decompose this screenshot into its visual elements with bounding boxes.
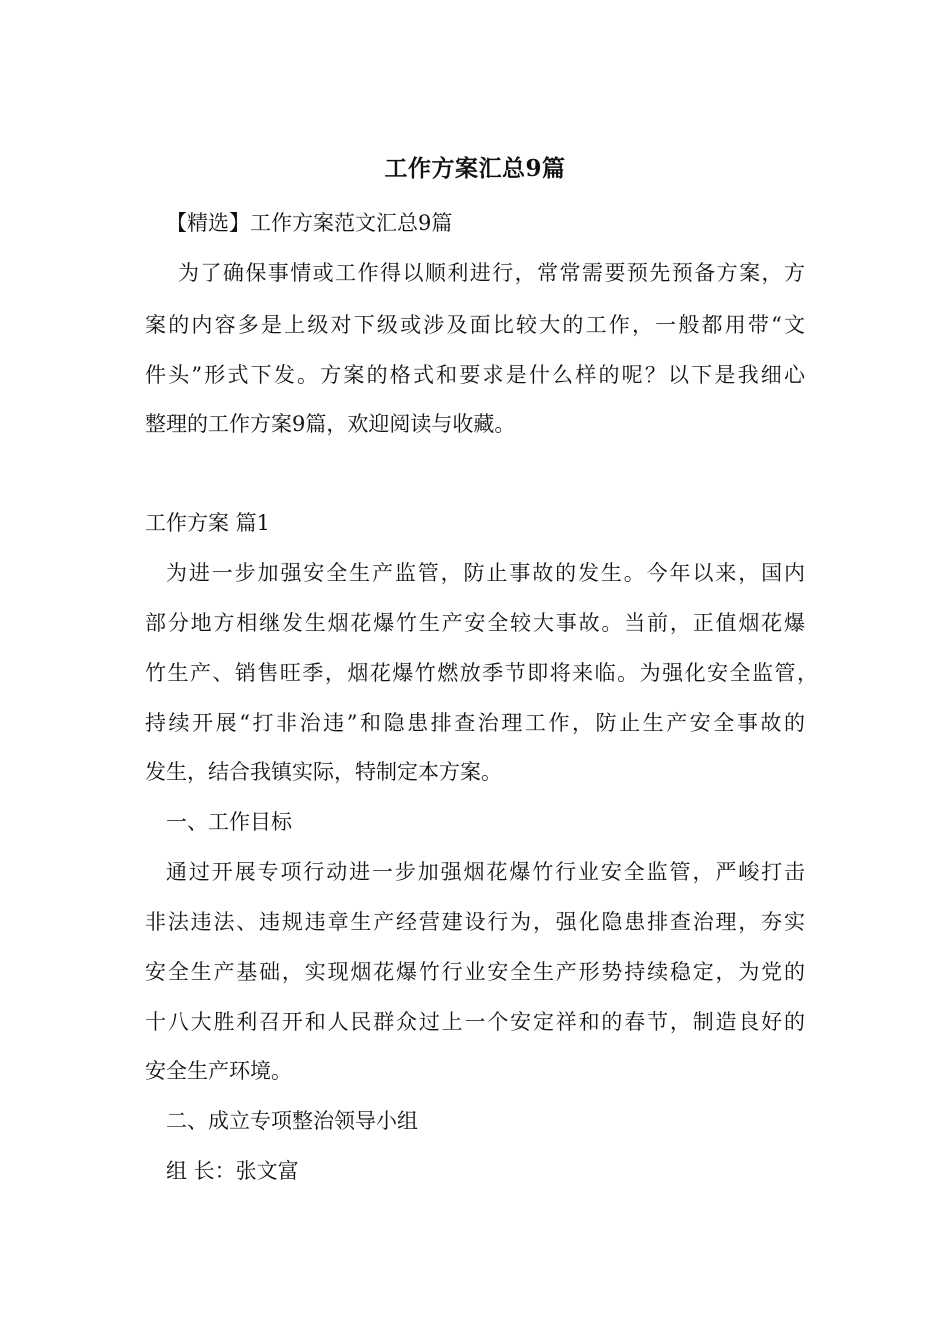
paragraph-line: 持续开展“打非治违”和隐患排查治理工作，防止生产安全事故的 (145, 711, 805, 735)
paragraph-line: 竹生产、销售旺季，烟花爆竹燃放季节即将来临。为强化安全监管， (145, 661, 818, 685)
paragraph-line: 安全生产环境。 (145, 1059, 292, 1083)
heading-leading-group: 二、成立专项整治领导小组 (166, 1109, 418, 1133)
document-title: 工作方案汇总9篇 (384, 155, 566, 182)
paragraph-line: 件头”形式下发。方案的格式和要求是什么样的呢？以下是我细心 (145, 363, 805, 387)
paragraph-line: 安全生产基础，实现烟花爆竹行业安全生产形势持续稳定，为党的 (145, 960, 805, 984)
paragraph-line: 发生，结合我镇实际，特制定本方案。 (145, 760, 502, 784)
paragraph-line: 部分地方相继发生烟花爆竹生产安全较大事故。当前，正值烟花爆 (145, 611, 805, 635)
paragraph-line: 非法违法、违规违章生产经营建设行为，强化隐患排查治理，夯实 (145, 910, 805, 934)
paragraph-line: 整理的工作方案9篇，欢迎阅读与收藏。 (145, 412, 516, 436)
paragraph-line: 案的内容多是上级对下级或涉及面比较大的工作，一般都用带“文 (145, 313, 805, 337)
paragraph-line: 通过开展专项行动进一步加强烟花爆竹行业安全监管，严峻打击 (166, 860, 805, 884)
paragraph-line: 为进一步加强安全生产监管，防止事故的发生。今年以来，国内 (166, 561, 805, 585)
leader-line: 组 长：张文富 (166, 1159, 299, 1183)
document-subtitle: 【精选】工作方案范文汇总9篇 (166, 211, 453, 235)
heading-work-goal: 一、工作目标 (166, 810, 292, 834)
paragraph-line: 十八大胜利召开和人民群众过上一个安定祥和的春节，制造良好的 (145, 1010, 805, 1034)
section-heading: 工作方案 篇1 (145, 511, 271, 535)
paragraph-line: 为了确保事情或工作得以顺利进行，常常需要预先预备方案，方 (178, 261, 805, 285)
